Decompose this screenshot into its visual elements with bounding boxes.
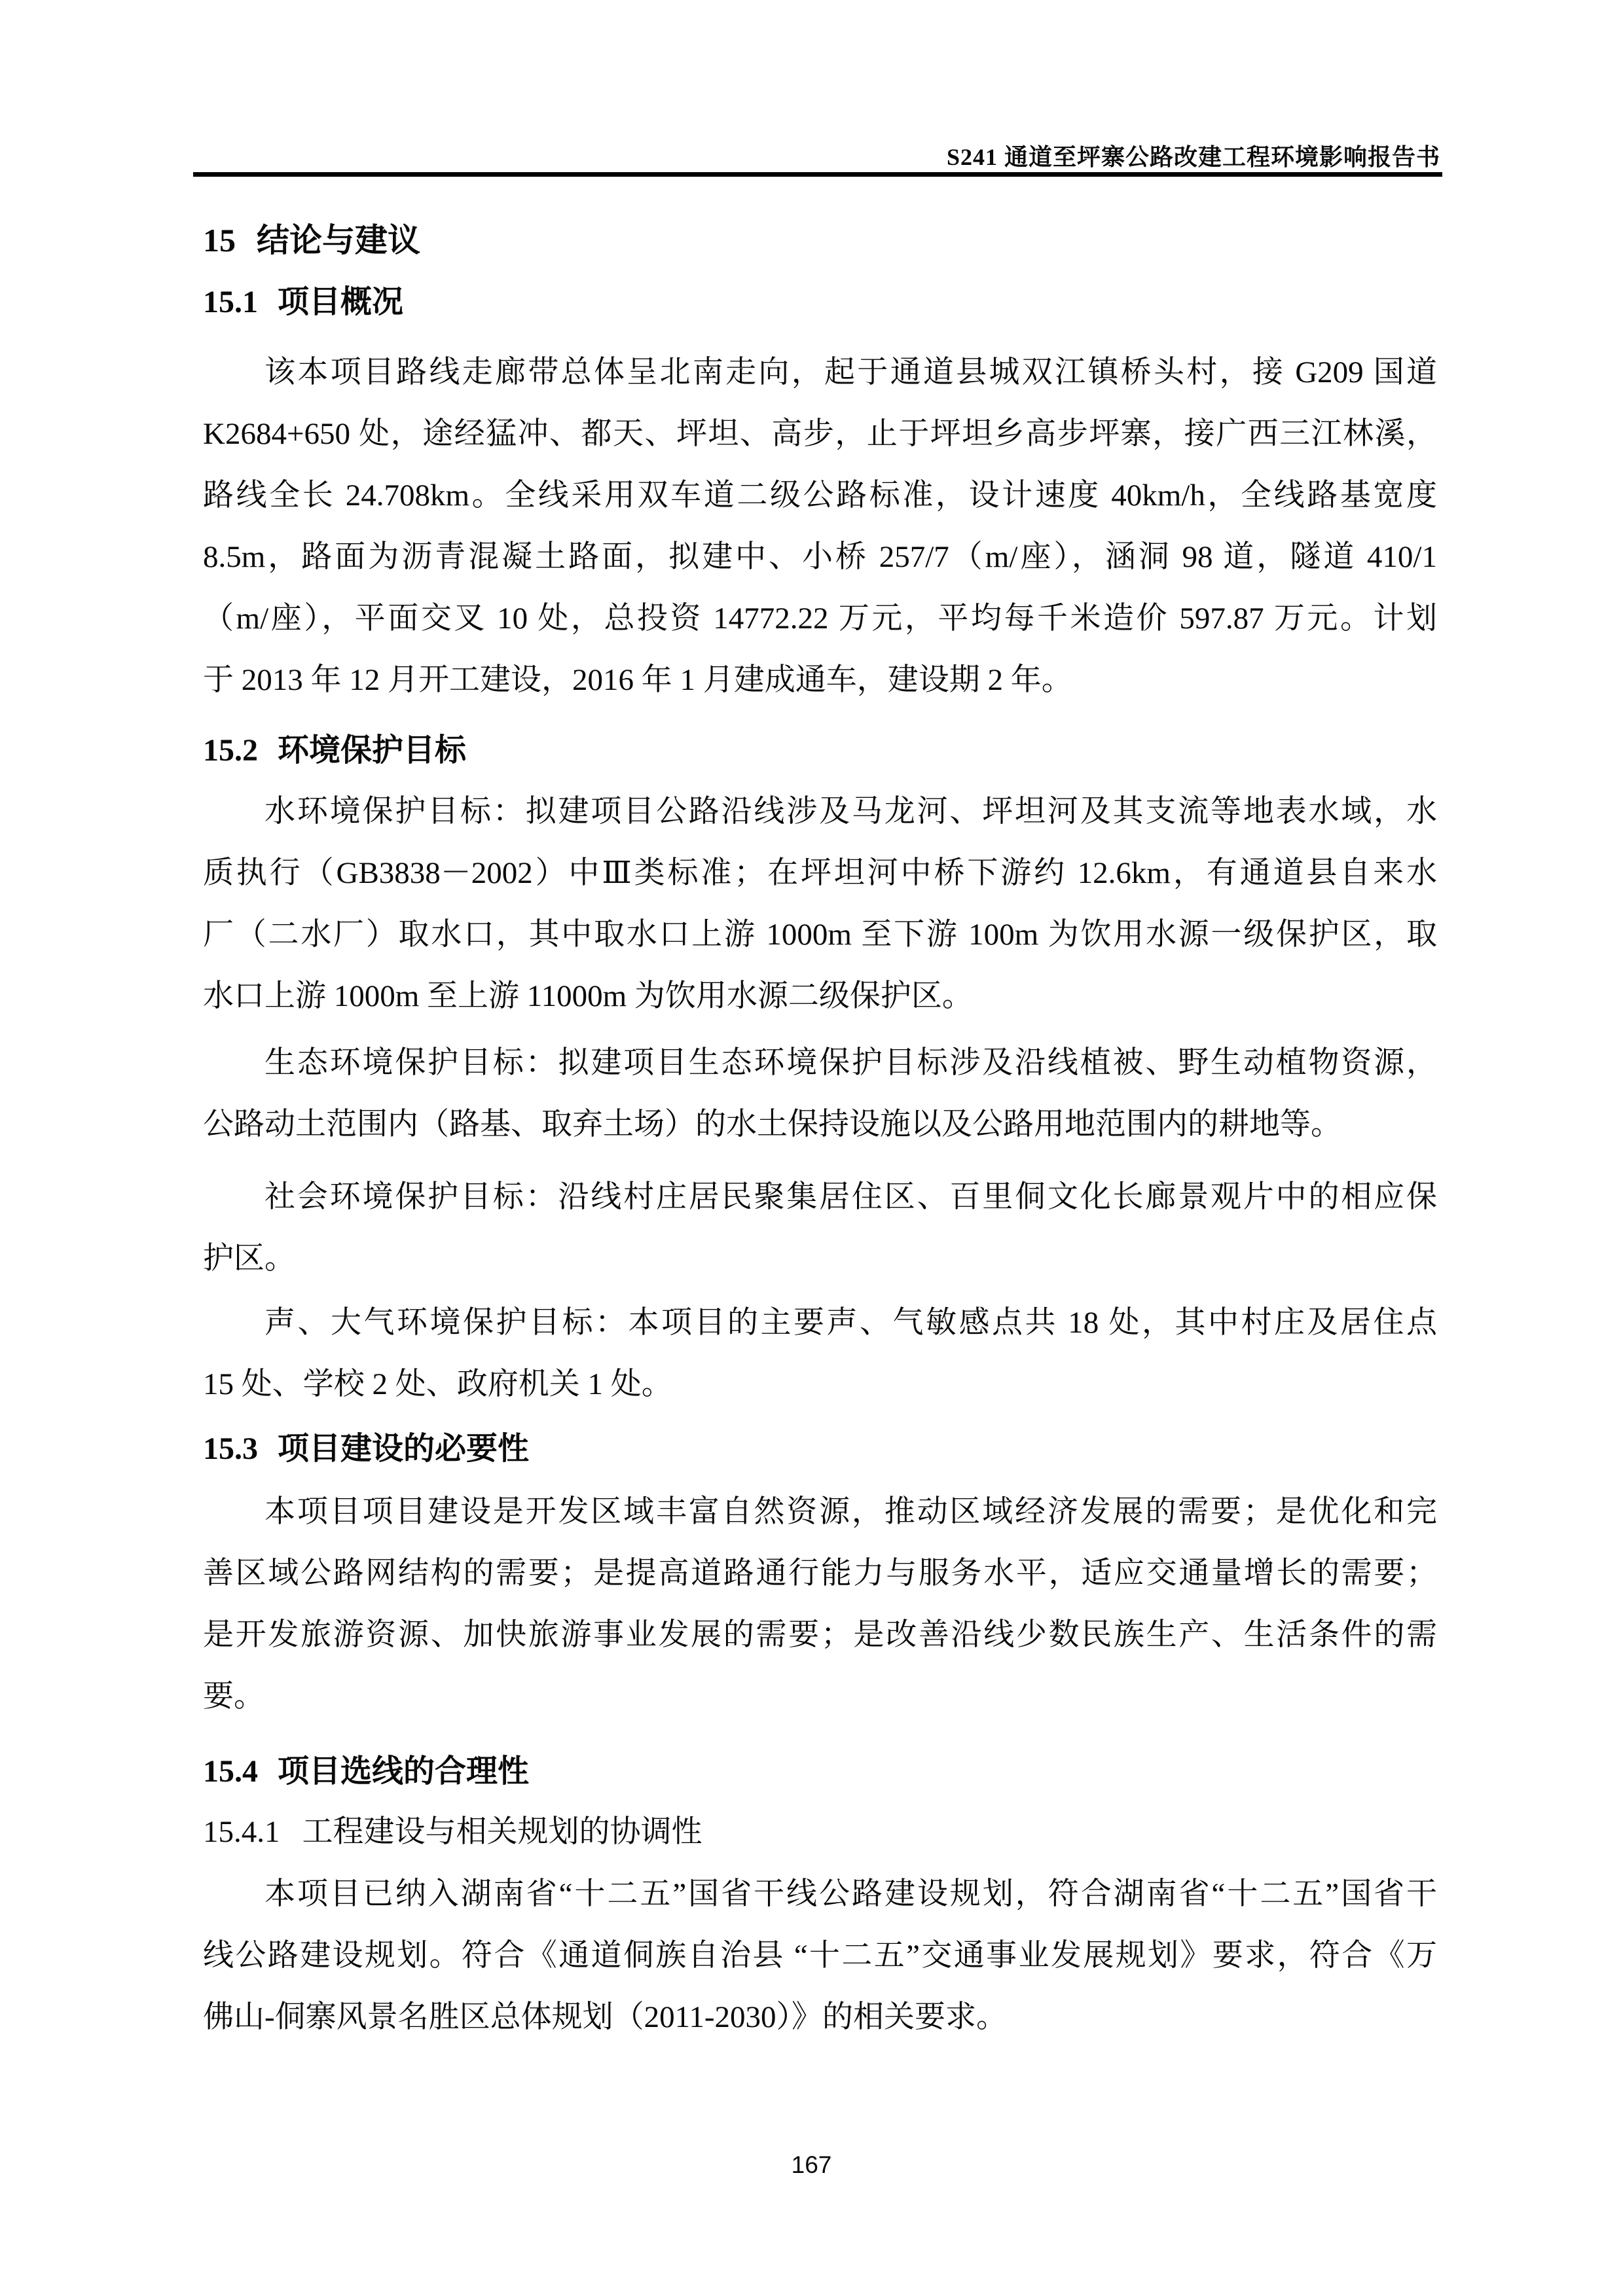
body-line: 公路动土范围内（路基、取弃土场）的水土保持设施以及公路用地范围内的耕地等。 bbox=[203, 1107, 1341, 1141]
page-header-title: S241 通道至坪寨公路改建工程环境影响报告书 bbox=[946, 144, 1440, 170]
body-line: 路线全长 24.708km。全线采用双车道二级公路标准，设计速度 40km/h，全线路基宽度 bbox=[203, 478, 1437, 512]
body-line: 本项目已纳入湖南省“十二五”国省干线公路建设规划，符合湖南省“十二五”国省干 bbox=[264, 1877, 1437, 1911]
paragraph-project-overview bbox=[203, 342, 1437, 711]
section-heading-15-4-1 bbox=[203, 1801, 1437, 1863]
body-line: 社会环境保护目标：沿线村庄居民聚集居住区、百里侗文化长廊景观片中的相应保 bbox=[264, 1180, 1437, 1214]
body-line: 善区域公路网结构的需要；是提高道路通行能力与服务水平，适应交通量增长的需要； bbox=[203, 1556, 1437, 1590]
paragraph-noise-air-protection bbox=[203, 1292, 1437, 1415]
heading-title: 项目选线的合理性 bbox=[278, 1754, 530, 1789]
heading-title: 项目建设的必要性 bbox=[278, 1431, 530, 1466]
paragraph-planning-coordination bbox=[203, 1863, 1437, 2048]
body-line: 质执行（GB3838－2002）中Ⅲ类标准；在坪坦河中桥下游约 12.6km，有通道县自来水 bbox=[203, 856, 1437, 890]
body-line: 8.5m，路面为沥青混凝土路面，拟建中、小桥 257/7（m/座），涵洞 98 道，隧道 410/1 bbox=[203, 540, 1437, 574]
body-line: 水环境保护目标：拟建项目公路沿线涉及马龙河、坪坦河及其支流等地表水域，水 bbox=[264, 795, 1437, 829]
section-heading-15-2 bbox=[203, 720, 1437, 781]
heading-title: 工程建设与相关规划的协调性 bbox=[302, 1815, 702, 1849]
paragraph-social-protection bbox=[203, 1166, 1437, 1289]
body-line: 线公路建设规划。符合《通道侗族自治县 “十二五”交通事业发展规划》要求，符合《万 bbox=[203, 1939, 1437, 1973]
body-line: 生态环境保护目标：拟建项目生态环境保护目标涉及沿线植被、野生动植物资源， bbox=[264, 1046, 1437, 1080]
page-number: 167 bbox=[791, 2151, 832, 2178]
body-line: 本项目项目建设是开发区域丰富自然资源，推动区域经济发展的需要；是优化和完 bbox=[264, 1495, 1437, 1529]
section-heading-15-4 bbox=[203, 1741, 1437, 1803]
body-line: 护区。 bbox=[203, 1242, 295, 1276]
section-heading-15-1 bbox=[203, 272, 1437, 333]
heading-title: 项目概况 bbox=[278, 285, 404, 319]
heading-number: 15.3 bbox=[203, 1431, 258, 1466]
paragraph-water-protection bbox=[203, 781, 1437, 1027]
body-line: 佛山-侗寨风景名胜区总体规划（2011-2030）》的相关要求。 bbox=[203, 2000, 1008, 2034]
body-line: K2684+650 处，途经猛冲、都天、坪坦、高步，止于坪坦乡高步坪寨，接广西三江林溪， bbox=[203, 417, 1437, 451]
heading-number: 15.4.1 bbox=[203, 1815, 280, 1849]
heading-number: 15.2 bbox=[203, 733, 258, 768]
paragraph-necessity bbox=[203, 1481, 1437, 1727]
body-line: 15 处、学校 2 处、政府机关 1 处。 bbox=[203, 1367, 672, 1401]
heading-number: 15.4 bbox=[203, 1754, 258, 1789]
body-line: 声、大气环境保护目标：本项目的主要声、气敏感点共 18 处，其中村庄及居住点 bbox=[264, 1306, 1437, 1340]
body-line: 厂（二水厂）取水口，其中取水口上游 1000m 至下游 100m 为饮用水源一级保护区，取 bbox=[203, 918, 1437, 952]
heading-title: 环境保护目标 bbox=[278, 733, 467, 768]
body-line: 于 2013 年 12 月开工建设，2016 年 1 月建成通车，建设期 2 年。 bbox=[203, 663, 1072, 697]
body-line: 水口上游 1000m 至上游 11000m 为饮用水源二级保护区。 bbox=[203, 979, 973, 1013]
body-line: 该本项目路线走廊带总体呈北南走向，起于通道县城双江镇桥头村，接 G209 国道 bbox=[264, 355, 1437, 389]
body-line: 是开发旅游资源、加快旅游事业发展的需要；是改善沿线少数民族生产、生活条件的需 bbox=[203, 1618, 1437, 1652]
heading-title: 结论与建议 bbox=[257, 222, 420, 259]
heading-number: 15 bbox=[203, 222, 236, 259]
paragraph-ecology-protection bbox=[203, 1032, 1437, 1155]
section-heading-15 bbox=[203, 209, 1437, 271]
body-line: （m/座），平面交叉 10 处，总投资 14772.22 万元，平均每千米造价 597.87 万元。计划 bbox=[203, 601, 1437, 636]
heading-number: 15.1 bbox=[203, 285, 258, 319]
header-rule bbox=[193, 172, 1442, 177]
body-line: 要。 bbox=[203, 1679, 264, 1713]
section-heading-15-3 bbox=[203, 1418, 1437, 1480]
